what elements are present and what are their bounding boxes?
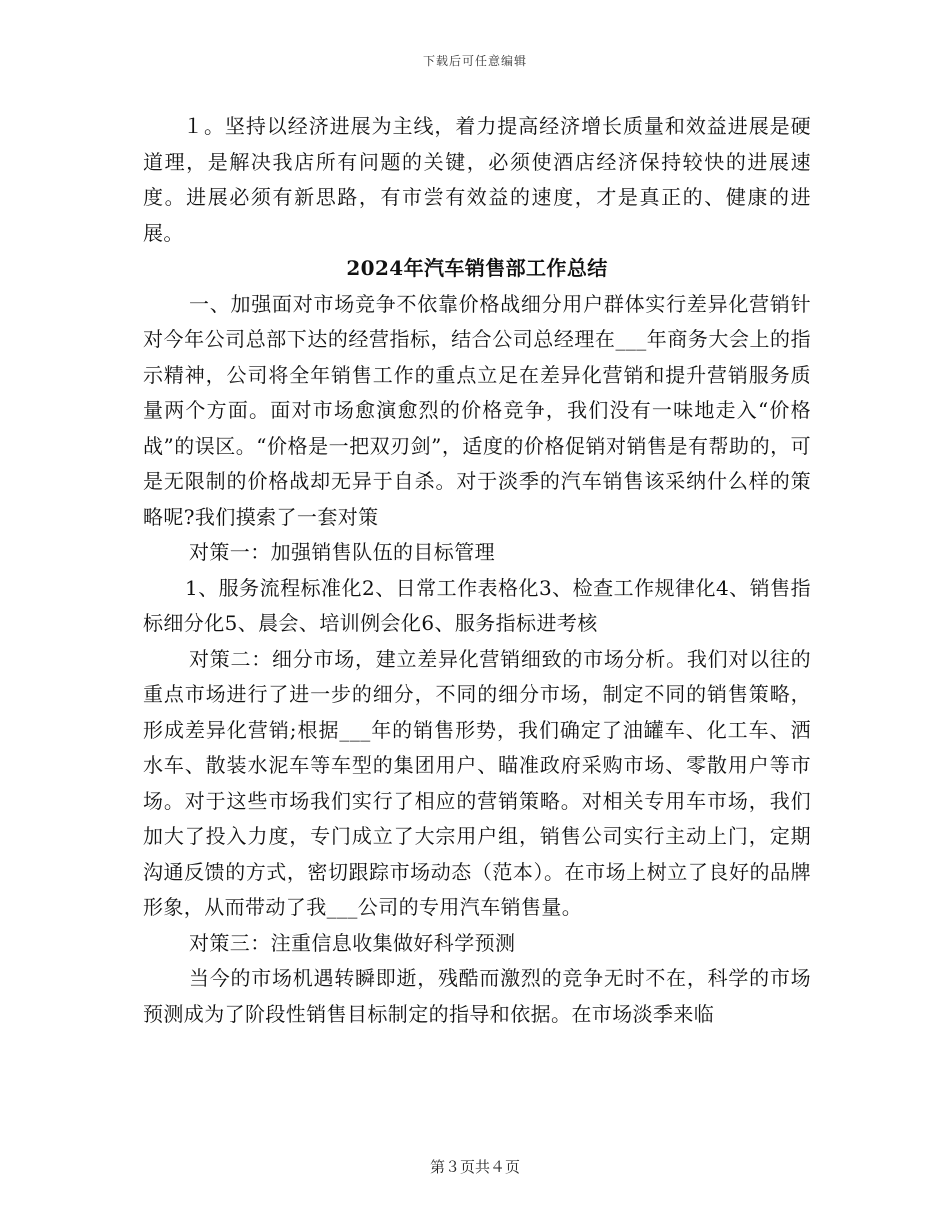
paragraph-principle: １。坚持以经济进展为主线，着力提高经济增长质量和效益进展是硬道理，是解决我店所有问题的关键，必须使酒店经济保持较快的进展速度。进展必须有新思路，有市尝有效益的速度，才是真正的、健康的进展。 [143, 114, 811, 245]
document-title: 2024年汽车销售部工作总结 [346, 256, 608, 280]
paragraph-section-one: 一、加强面对市场竞争不依靠价格战细分用户群体实行差异化营销针对今年公司总部下达的经营指标，结合公司总经理在___年商务大会上的指示精神，公司将全年销售工作的重点立足在差异化营销和提升营销服务质量两个方面。面对市场愈演愈烈的价格竞争，我们没有一味地走入“价格战”的误区。“价格是一把双刃剑”，适度的价格促销对销售是有帮助的，可是无限制的价格战却无异于自杀。对于淡季的汽车销售该采纳什么样的策略呢?我们摸索了一套对策 [143, 291, 811, 529]
paragraph-strategy-two: 对策二：细分市场，建立差异化营销细致的市场分析。我们对以往的重点市场进行了进一步的细分，不同的细分市场，制定不同的销售策略，形成差异化营销;根据___年的销售形势，我们确定了油罐车、化工车、洒水车、散装水泥车等车型的集团用户、瞄准政府采购市场、零散用户等市场。对于这些市场我们实行了相应的营销策略。对相关专用车市场，我们加大了投入力度，专门成立了大宗用户组，销售公司实行主动上门，定期沟通反馈的方式，密切跟踪市场动态（范本）。在市场上树立了良好的品牌形象，从而带动了我___公司的专用汽车销售量。 [143, 646, 811, 919]
document-body [143, 109, 811, 1032]
paragraph-strategy-one-list: 1、服务流程标准化2、日常工作表格化3、检查工作规律化4、销售指标细分化5、晨会、培训例会化6、服务指标进考核 [143, 575, 811, 635]
page-number: 第３页共４页 [429, 1158, 520, 1176]
paragraph-strategy-one-heading: 对策一：加强销售队伍的目标管理 [189, 540, 495, 564]
download-note: 下载后可任意编辑 [422, 54, 527, 68]
paragraph-strategy-three-heading: 对策三：注重信息收集做好科学预测 [189, 930, 516, 955]
paragraph-market-forecast: 当今的市场机遇转瞬即逝，残酷而激烈的竞争无时不在，科学的市场预测成为了阶段性销售目标制定的指导和依据。在市场淡季来临 [143, 966, 811, 1026]
